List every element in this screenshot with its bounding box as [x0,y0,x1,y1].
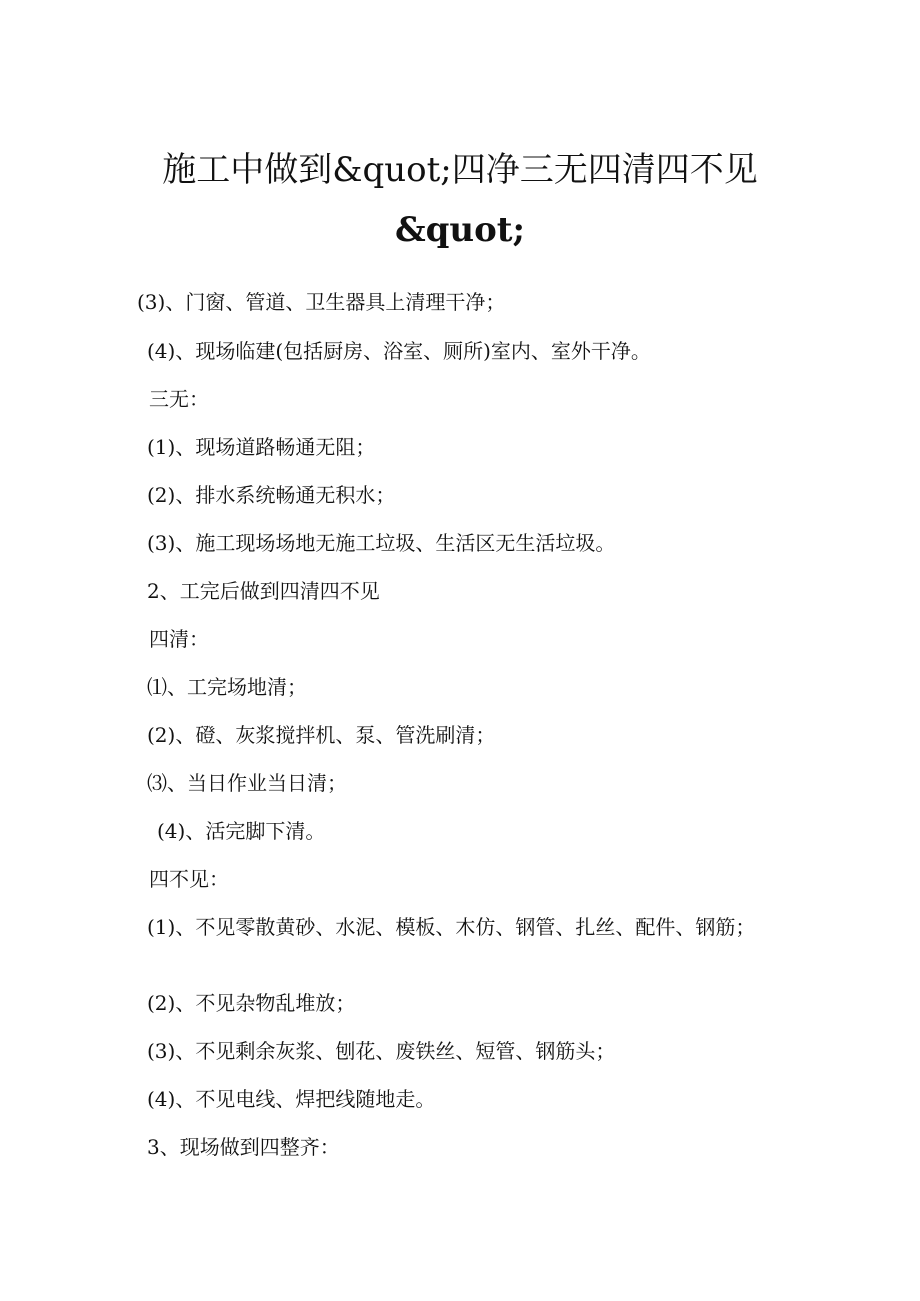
paragraph-5: (2)、排水系统畅通无积水； [147,483,396,507]
paragraph-1: (3)、门窗、管道、卫生器具上清理干净； [137,290,506,314]
paragraph-4: (1)、现场道路畅通无阻； [147,435,376,459]
paragraph-14: (1)、不见零散黄砂、水泥、模板、木仿、钢管、扎丝、配件、钢筋； [147,915,756,939]
paragraph-11: ⑶、当日作业当日清； [147,771,347,795]
paragraph-13: 四不见： [149,867,229,891]
document-title [120,140,800,260]
paragraph-2: (4)、现场临建(包括厨房、浴室、厕所)室内、室外干净。 [147,339,651,363]
paragraph-3: 三无： [149,387,209,411]
paragraph-15: (2)、不见杂物乱堆放； [147,991,356,1015]
paragraph-7: 2、工完后做到四清四不见 [147,579,380,603]
paragraph-12: (4)、活完脚下清。 [157,819,326,843]
paragraph-6: (3)、施工现场场地无施工垃圾、生活区无生活垃圾。 [147,531,616,555]
paragraph-17: (4)、不见电线、焊把线随地走。 [147,1087,436,1111]
paragraph-10: (2)、磴、灰浆搅拌机、泵、管洗刷清； [147,723,496,747]
title-line-1: 施工中做到&quot;四净三无四清四不见 [162,150,758,190]
paragraph-18: 3、现场做到四整齐： [147,1135,340,1159]
paragraph-16: (3)、不见剩余灰浆、刨花、废铁丝、短管、钢筋头； [147,1039,616,1063]
paragraph-9: ⑴、工完场地清； [147,675,307,699]
title-line-2: &quot; [394,210,526,250]
paragraph-8: 四清： [149,627,209,651]
